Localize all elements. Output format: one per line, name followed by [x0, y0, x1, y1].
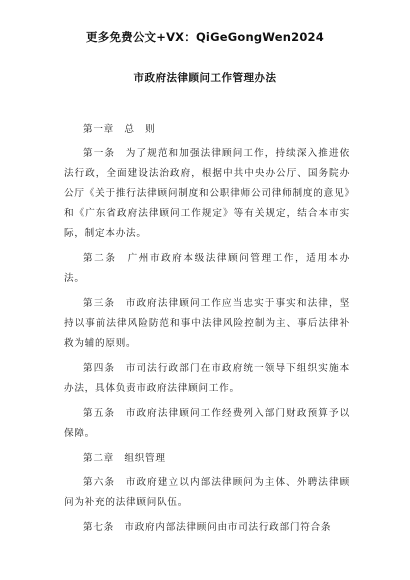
article-paragraph: 第一条 为了规范和加强法律顾问工作，持续深入推进依法行政，全面建设法治政府，根据中共中央办公厅、国务院办公厅《关于推行法律顾问制度和公职律师公司律师制度的意见》和《广东省政府法律顾问工作规定》等有关规定，结合本市实际，制定本办法。 [64, 148, 350, 239]
article-paragraph: 第七条 市政府内部法律顾问由市司法行政部门符合条 [83, 522, 332, 533]
article-paragraph: 第五条 市政府法律顾问工作经费列入部门财政预算予以保障。 [64, 408, 350, 439]
watermark-header: 更多免费公文+VX：QiGeGongWen2024 [86, 30, 324, 44]
article-paragraph: 第四条 市司法行政部门在市政府统一领导下组织实施本办法，具体负责市政府法律顾问工作。 [64, 363, 350, 394]
chapter-heading: 第一章 总 则 [83, 124, 156, 135]
document-title: 市政府法律顾问工作管理办法 [133, 72, 277, 84]
article-paragraph: 第三条 市政府法律顾问工作应当忠实于事实和法律，坚持以事前法律风险防范和事中法律风险控制为主、事后法律补救为辅的原则。 [64, 298, 350, 349]
document-body [64, 120, 350, 543]
article-paragraph: 第六条 市政府建立以内部法律顾问为主体、外聘法律顾问为补充的法律顾问队伍。 [64, 477, 350, 508]
chapter-heading: 第二章 组织管理 [83, 453, 166, 464]
article-paragraph: 第二条 广州市政府本级法律顾问管理工作，适用本办法。 [64, 253, 350, 284]
